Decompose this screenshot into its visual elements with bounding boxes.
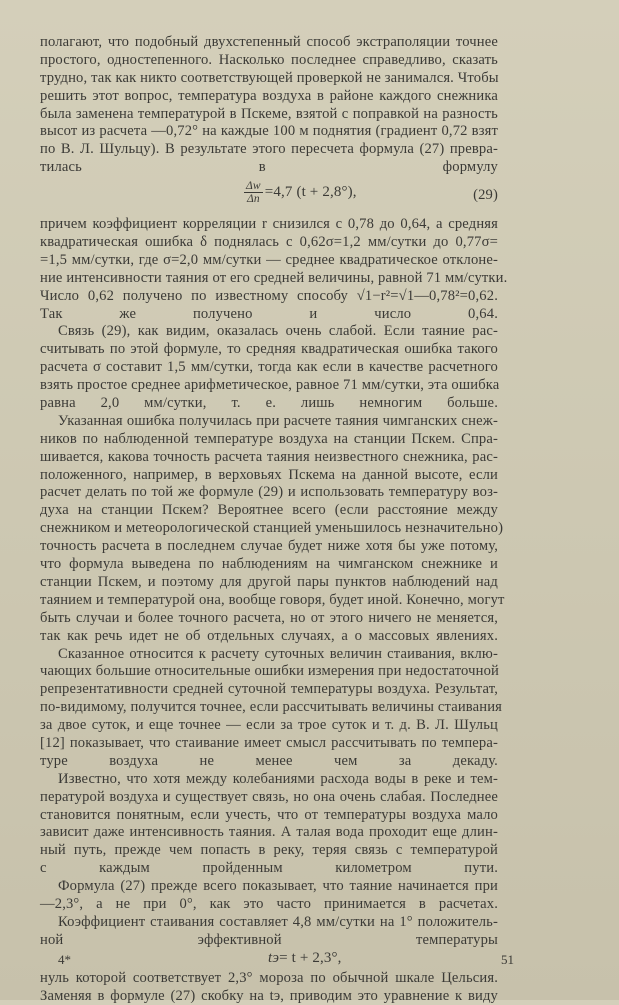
paragraph-5 — [40, 645, 503, 771]
paragraph-7 — [40, 878, 498, 914]
text-line: Связь (29), как видим, оказалась очень слабой. Если таяние рас- — [58, 323, 498, 340]
text-line: туре воздуха не менее чем за декаду. — [40, 752, 498, 769]
text-line: Известно, что хотя между колебаниями расхода воды в реке и тем- — [58, 770, 498, 787]
text-line: по В. Л. Шульцу). В результате этого пересчета формула (27) превра- — [40, 141, 498, 158]
paragraph-1 — [40, 34, 498, 177]
text-line: таянием и температурой она, вообще говоря, будет иной. Конечно, могут — [40, 591, 505, 608]
text-line: была заменена температурой в Пскеме, взятой с поправкой на разность — [40, 105, 498, 122]
text-line: высот из расчета —0,72° на каждые 100 м поднятия (градиент 0,72 взят — [40, 123, 498, 140]
text-line: по-видимому, получится точнее, если рассчитывать величины стаивания — [40, 699, 503, 716]
text-line: положенного, например, в верховьях Пскема на данной высоте, если — [40, 466, 498, 483]
text-line: [12] показывает, что стаивание имеет смысл рассчитывать по темпера- — [40, 734, 498, 751]
formula-29 — [40, 178, 498, 212]
fraction — [244, 180, 263, 205]
formula-rhs: =4,7 (t + 2,8°), — [264, 183, 357, 200]
text-line: решить этот вопрос, температура воздуха в районе каждого снежника — [40, 87, 498, 104]
text-line: чающих большие относительные ошибки измерения при недостаточной — [40, 663, 499, 680]
signature-mark: 4* — [58, 952, 71, 967]
text-line: нуль которой соответствует 2,3° мороза по обычной шкале Цельсия. — [40, 969, 498, 986]
text-line: тилась в формулу — [40, 159, 498, 176]
text-line: считывать по этой формуле, то средняя квадратическая ошибка такого — [40, 341, 498, 358]
text-line: равна 2,0 мм/сутки, т. е. лишь немногим больше. — [40, 395, 498, 412]
paragraph-2 — [40, 216, 508, 323]
text-line: духа на станции Пскем? Вероятнее всего (если расстояние между — [40, 502, 498, 519]
text-line: снежником и метеорологической станцией уменьшилось незначительно) — [40, 520, 504, 537]
text-line: за двое суток, и еще точнее — если за трое суток и т. д. В. Л. Шульц — [40, 717, 498, 734]
text-line: расчета σ составит 1,5 мм/сутки, тогда как если в качестве расчетного — [40, 359, 498, 376]
text-line: становится понятным, если учесть, что от температуры воздуха мало — [40, 806, 498, 823]
text-line: простого, одностепенного. Насколько последнее справедливо, сказать — [40, 51, 498, 68]
text-line: быть случаи и более точного расчета, но от этого ничего не меняется, — [40, 609, 498, 626]
page-footer — [58, 949, 514, 968]
text-line: квадратическая ошибка δ поднялась с 0,62σ=1,2 мм/сутки до 0,77σ= — [40, 234, 498, 251]
formula-expression — [244, 180, 357, 205]
text-line: ной эффективной температуры — [40, 931, 498, 948]
text-line: так как речь идет не об отдельных случаях, а о массовых явлениях. — [40, 627, 498, 644]
paragraph-6 — [40, 771, 498, 878]
text-line: что формула выведена по наблюдениям на чимганском снежнике и — [40, 556, 498, 573]
text-line: зависит даже интенсивность таяния. А талая вода проходит еще длин- — [40, 824, 498, 841]
equation-number: (29) — [473, 187, 498, 204]
formula-lhs: tэ — [268, 949, 280, 966]
text-line: Сказанное относится к расчету суточных величин стаивания, вклю- — [58, 645, 498, 662]
text-line: станции Пскем, и поэтому для другой пары пунктов наблюдений над — [40, 573, 498, 590]
paragraph-4 — [40, 412, 505, 646]
paragraph-3 — [40, 323, 498, 412]
paragraph-8 — [40, 914, 498, 950]
text-line: ников по наблюденной температуре воздуха на станции Пскем. Спра- — [40, 430, 498, 447]
text-line: пературой воздуха и существует связь, но она очень слабая. Последнее — [40, 788, 498, 805]
page-number: 51 — [501, 952, 514, 967]
text-line: шивается, какова точность расчета таяния неизвестного снежника, рас- — [40, 448, 498, 465]
text-line: Так же получено и число 0,64. — [40, 305, 498, 322]
text-line: Указанная ошибка получилась при расчете таяния чимганских снеж- — [58, 412, 498, 429]
text-line: репрезентативности средней суточной температуры воздуха. Результат, — [40, 681, 498, 698]
text-line: ние интенсивности таяния от его средней величины, равной 71 мм/сутки. — [40, 269, 508, 286]
fraction-denominator: Δn — [246, 193, 260, 206]
text-line: полагают, что подобный двухстепенный способ экстраполяции точнее — [40, 34, 498, 50]
text-line: Заменяя в формуле (27) скобку на tэ, приводим это уравнение к виду — [40, 987, 498, 1004]
text-line: Число 0,62 получено по известному способу √1−r²=√1—0,78²=0,62. — [40, 287, 498, 304]
text-line: причем коэффициент корреляции r снизился с 0,78 до 0,64, а средняя — [40, 216, 498, 233]
text-line: Формула (27) прежде всего показывает, что таяние начинается при — [58, 878, 498, 895]
text-line: =1,5 мм/сутки, где σ=2,0 мм/сутки — среднее квадратическое отклоне- — [40, 251, 498, 268]
text-line: трудно, так как никто соответствующей проверкой не занимался. Чтобы — [40, 69, 499, 86]
text-line: Коэффициент стаивания составляет 4,8 мм/сутки на 1° положитель- — [58, 913, 498, 930]
text-line: —2,3°, а не при 0°, как это часто принимается в расчетах. — [40, 895, 498, 912]
text-line: с каждым пройденным километром пути. — [40, 860, 498, 877]
fraction-numerator: Δw — [246, 180, 261, 193]
text-line: ный путь, прежде чем попасть в реку, теряя связь с температурой — [40, 842, 498, 859]
text-line: расчет делать по той же формуле (29) и использовать температуру воз- — [40, 484, 498, 501]
formula-rhs: = t + 2,3°, — [279, 949, 342, 966]
text-line: точность расчета в последнем случае будет ниже хотя бы уже потому, — [40, 538, 498, 555]
text-line: взять простое среднее арифметическое, равное 71 мм/сутки, эта ошибка — [40, 377, 500, 394]
